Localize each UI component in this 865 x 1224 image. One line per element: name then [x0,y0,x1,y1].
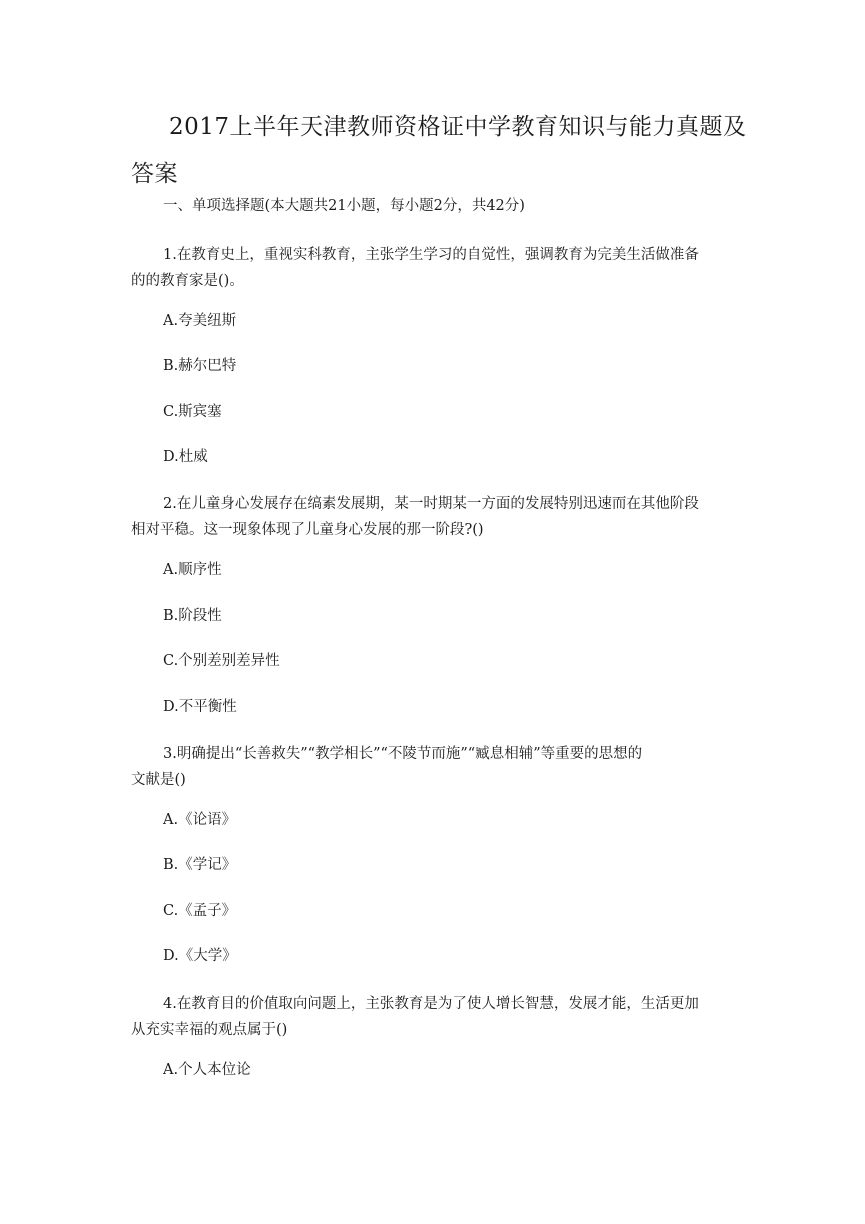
question-1-option-b: B.赫尔巴特 [163,358,237,374]
question-4-stem-line-1: 4.在教育目的价值取向问题上，主张教育是为了使人增长智慧，发展才能，生活更加 [163,996,699,1012]
question-4-stem [131,991,733,1043]
section-heading: 一、单项选择题(本大题共21小题，每小题2分，共42分) [163,198,525,214]
document-title-line-1: 2017上半年天津教师资格证中学教育知识与能力真题及 [169,114,747,140]
question-3-option-d: D.《大学》 [163,948,237,964]
document-title-line-2: 答案 [131,161,178,187]
question-3-option-c: C.《孟子》 [163,903,237,919]
question-2-stem [131,491,733,543]
question-3-stem-line-1: 3.明确提出“长善救失”“教学相长”“不陵节而施”“臧息相辅”等重要的思想的 [163,746,643,762]
question-4-stem-line-2: 从充实幸福的观点属于() [131,1022,288,1038]
question-2-option-c: C.个别差别差异性 [163,653,280,669]
question-2-stem-line-1: 2.在儿童身心发展存在缟素发展期，某一时期某一方面的发展特别迅速而在其他阶段 [163,496,699,512]
question-3-option-b: B.《学记》 [163,857,237,873]
question-2-stem-line-2: 相对平稳。这一现象体现了儿童身心发展的那一阶段?() [131,522,484,538]
question-3-stem [131,741,733,793]
question-3-option-a: A.《论语》 [163,812,237,828]
question-1-option-a: A.夸美纽斯 [163,313,237,329]
question-2-option-b: B.阶段性 [163,608,222,624]
question-1-option-c: C.斯宾塞 [163,404,222,420]
question-2-option-d: D.不平衡性 [163,699,237,715]
question-2-option-a: A.顺序性 [163,562,222,578]
question-3-stem-line-2: 文献是() [131,772,186,788]
question-1-option-d: D.杜威 [163,449,208,465]
question-1-stem [131,242,733,294]
question-1-stem-line-2: 的的教育家是()。 [131,273,244,289]
question-1-stem-line-1: 1.在教育史上，重视实科教育，主张学生学习的自觉性，强调教育为完美生活做准备 [163,247,699,263]
question-4-option-a: A.个人本位论 [163,1062,251,1078]
